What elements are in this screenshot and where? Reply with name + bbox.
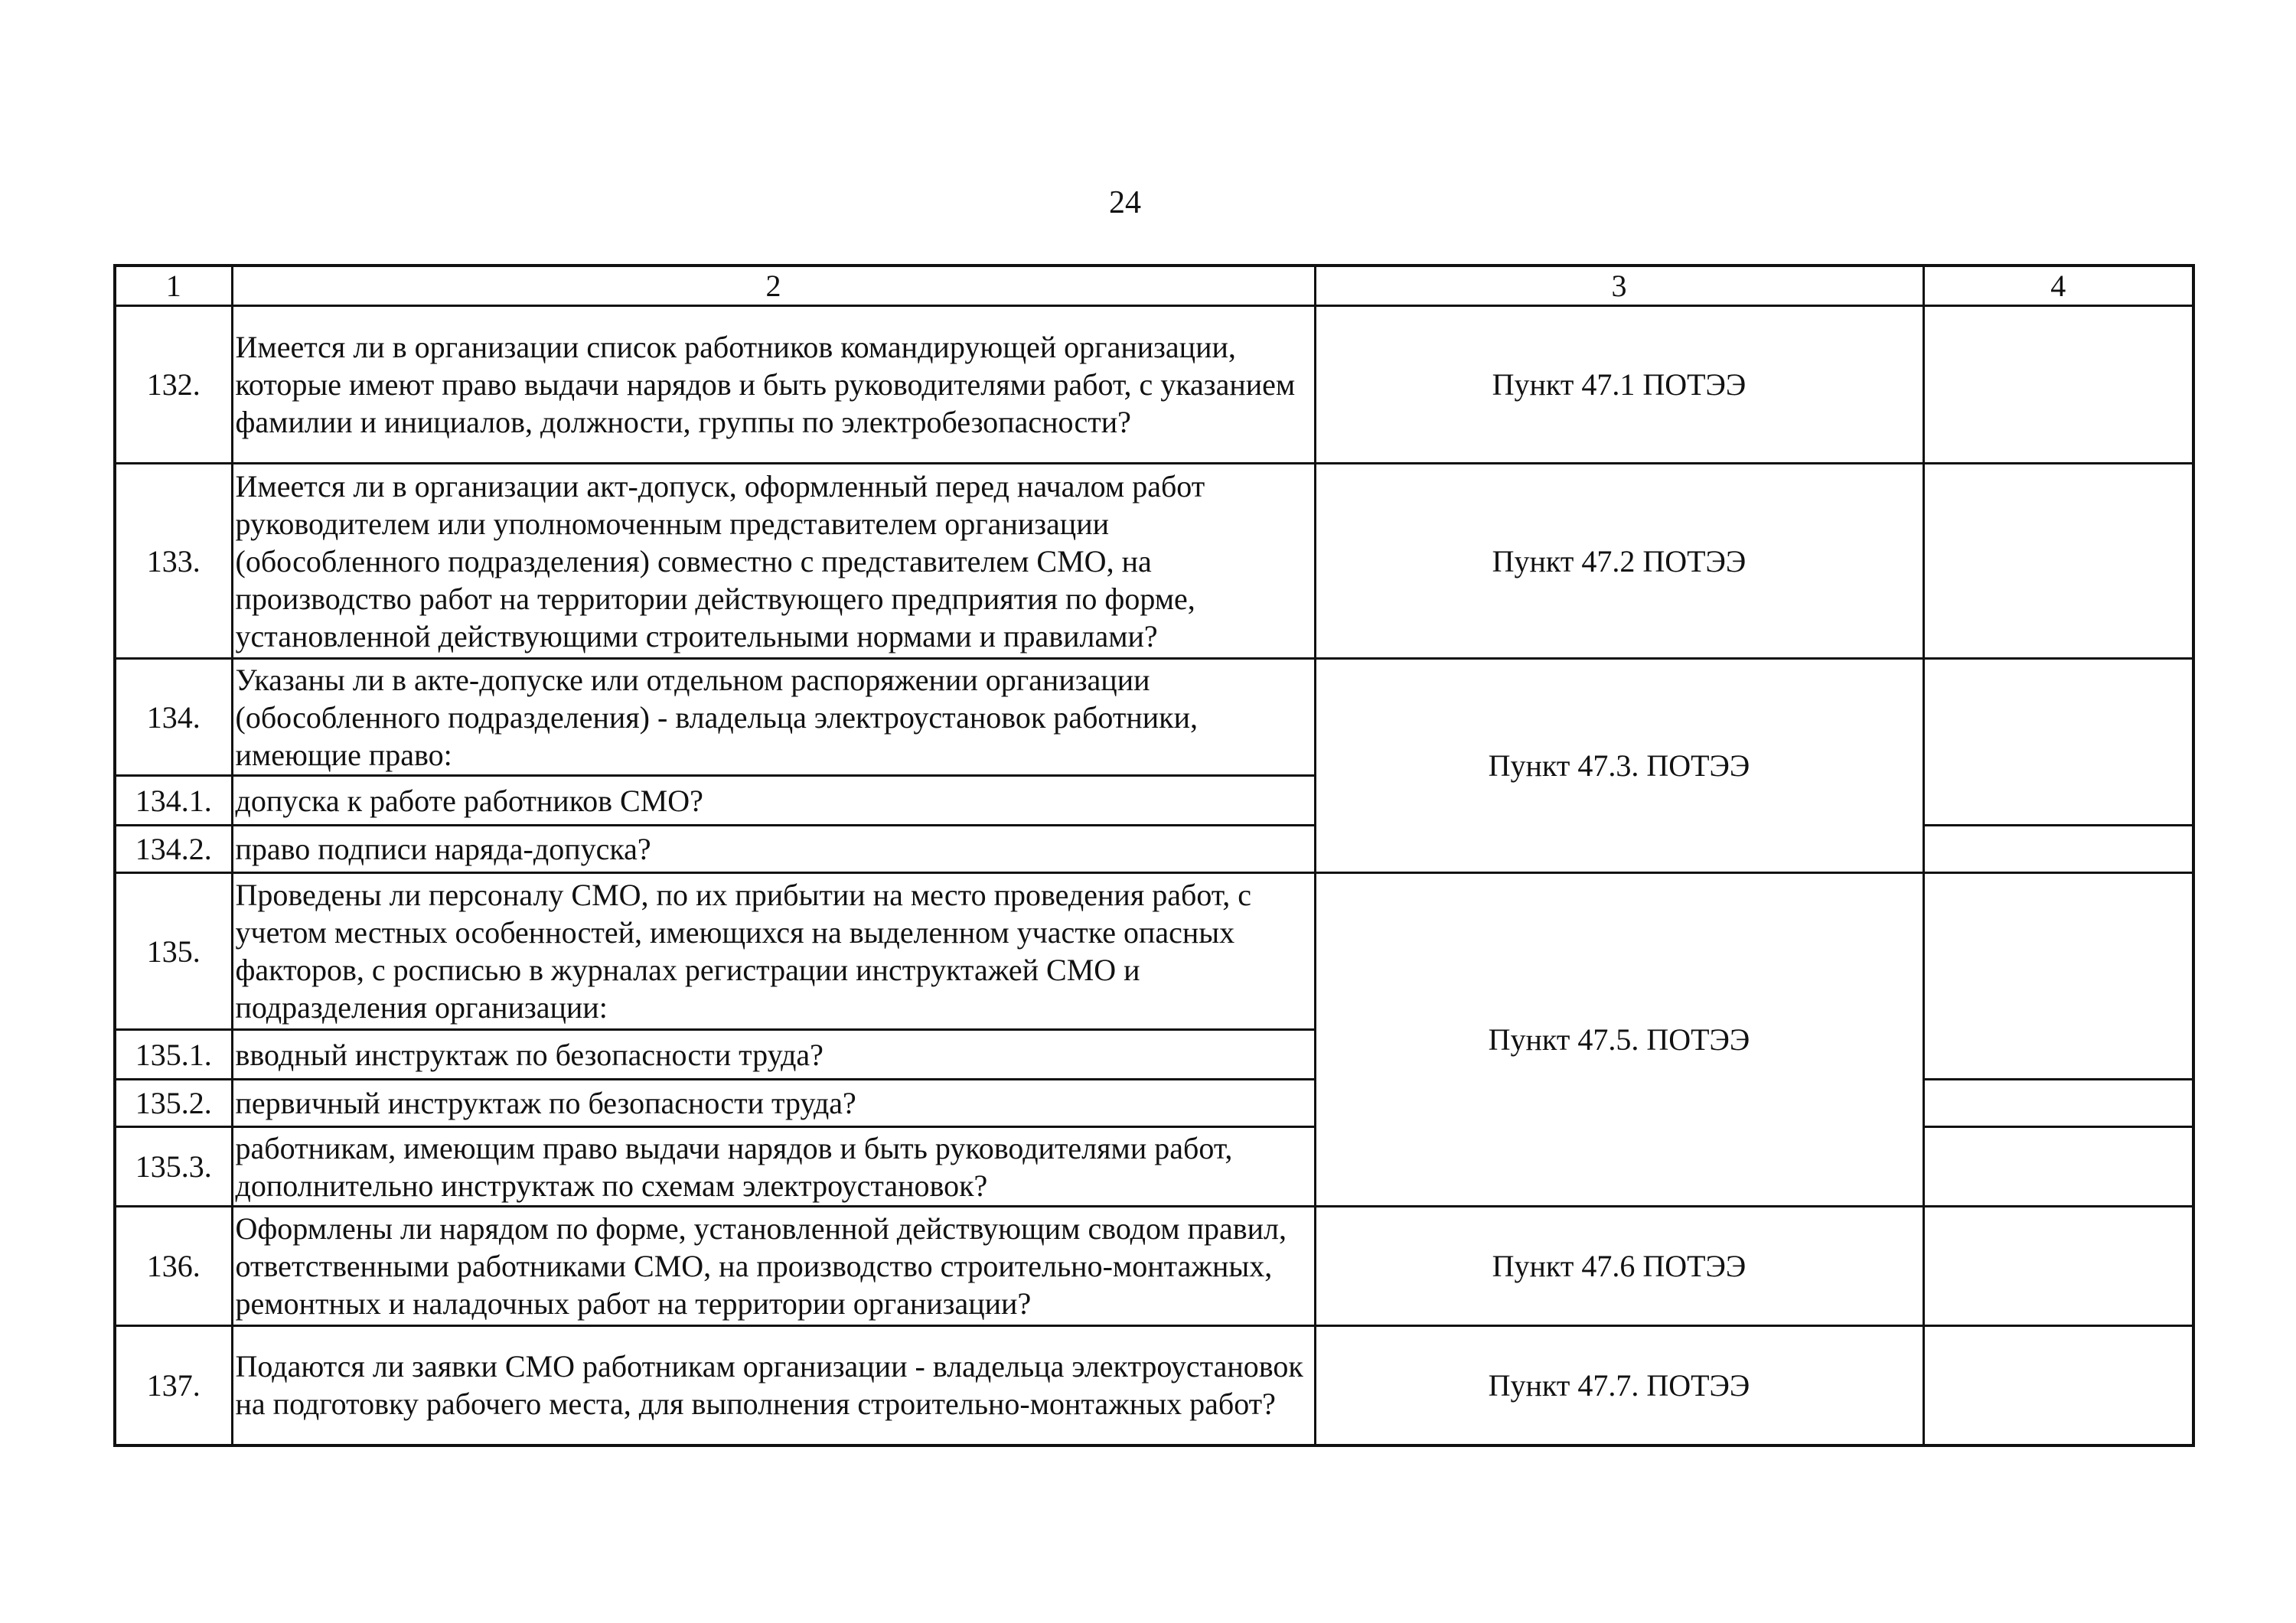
column-header: 1 [115, 266, 232, 306]
question-text: Имеется ли в организации список работников командирующей организации, которые имеют право выдачи нарядов и быть руководителями работ, с указанием фамилии и инициалов, должности, группы по электробезопасности? [232, 306, 1315, 464]
question-text: вводный инструктаж по безопасности труда? [232, 1030, 1315, 1080]
question-text: работникам, имеющим право выдачи нарядов и быть руководителями работ, дополнительно инструктаж по схемам электроустановок? [232, 1127, 1315, 1207]
item-number: 133. [115, 464, 232, 659]
regulation-reference: Пункт 47.6 ПОТЭЭ [1315, 1207, 1923, 1326]
result-cell [1923, 306, 2193, 464]
result-cell [1923, 659, 2193, 826]
result-cell [1923, 1207, 2193, 1326]
table-header-row [115, 266, 2193, 306]
question-text: допуска к работе работников СМО? [232, 776, 1315, 826]
question-text: право подписи наряда-допуска? [232, 826, 1315, 873]
result-cell [1923, 1127, 2193, 1207]
question-text: первичный инструктаж по безопасности труда? [232, 1080, 1315, 1127]
item-number: 135.2. [115, 1080, 232, 1127]
regulation-reference: Пункт 47.7. ПОТЭЭ [1315, 1326, 1923, 1445]
item-number: 135.1. [115, 1030, 232, 1080]
table-row [115, 306, 2193, 464]
regulation-reference: Пункт 47.2 ПОТЭЭ [1315, 464, 1923, 659]
item-number: 134.1. [115, 776, 232, 826]
page-number: 24 [1109, 185, 1141, 220]
item-number: 135.3. [115, 1127, 232, 1207]
question-text: Имеется ли в организации акт-допуск, оформленный перед началом работ руководителем или уполномоченным представителем организации (обособленного подразделения) совместно с представителем СМО, на производство работ на территории действующего предприятия по форме, установленной действующими строительными нормами и правилами? [232, 464, 1315, 659]
question-text: Проведены ли персоналу СМО, по их прибытии на место проведения работ, с учетом местных особенностей, имеющихся на выделенном участке опасных факторов, с росписью в журналах регистрации инструктажей СМО и подразделения организации: [232, 873, 1315, 1030]
item-number: 134.2. [115, 826, 232, 873]
question-text: Оформлены ли нарядом по форме, установленной действующим сводом правил, ответственными работниками СМО, на производство строительно-монтажных, ремонтных и наладочных работ на территории организации? [232, 1207, 1315, 1326]
result-cell [1923, 873, 2193, 1080]
column-header: 3 [1315, 266, 1923, 306]
question-text: Указаны ли в акте-допуске или отдельном распоряжении организации (обособленного подразделения) - владельца электроустановок работники, имеющие право: [232, 659, 1315, 776]
regulation-reference: Пункт 47.1 ПОТЭЭ [1315, 306, 1923, 464]
item-number: 135. [115, 873, 232, 1030]
column-header: 2 [232, 266, 1315, 306]
column-header: 4 [1923, 266, 2193, 306]
item-number: 137. [115, 1326, 232, 1445]
result-cell [1923, 1080, 2193, 1127]
result-cell [1923, 826, 2193, 873]
table-row [115, 659, 2193, 776]
question-text: Подаются ли заявки СМО работникам организации - владельца электроустановок на подготовку рабочего места, для выполнения строительно-монтажных работ? [232, 1326, 1315, 1445]
item-number: 134. [115, 659, 232, 776]
item-number: 136. [115, 1207, 232, 1326]
table-row [115, 464, 2193, 659]
table-row [115, 873, 2193, 1030]
item-number: 132. [115, 306, 232, 464]
regulation-reference: Пункт 47.5. ПОТЭЭ [1315, 873, 1923, 1207]
regulation-reference: Пункт 47.3. ПОТЭЭ [1315, 659, 1923, 873]
table-row [115, 1326, 2193, 1445]
result-cell [1923, 464, 2193, 659]
table-row [115, 1207, 2193, 1326]
checklist-table [113, 264, 2195, 1447]
result-cell [1923, 1326, 2193, 1445]
